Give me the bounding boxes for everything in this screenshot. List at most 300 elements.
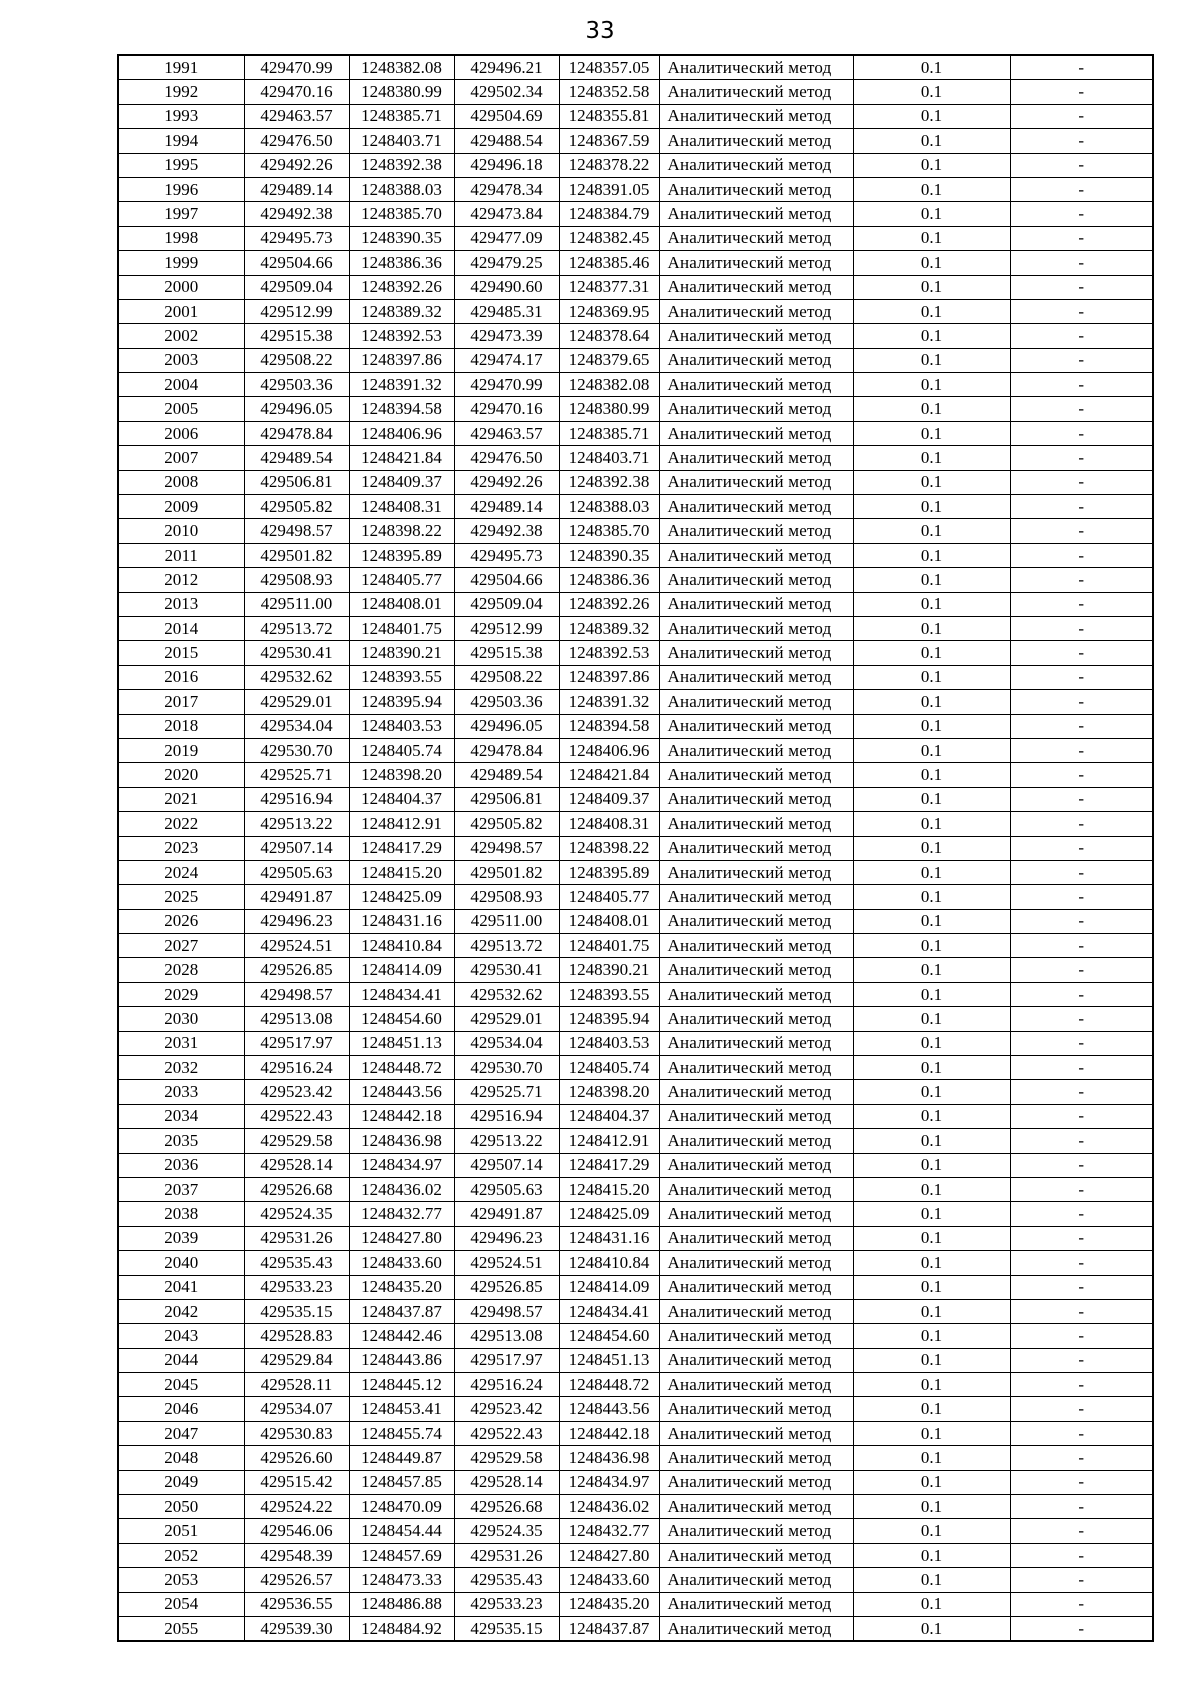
point-number-cell: 2040 <box>118 1251 244 1275</box>
method-cell: Аналитический метод <box>659 909 853 933</box>
accuracy-cell: 0.1 <box>853 1348 1010 1372</box>
accuracy-cell: 0.1 <box>853 1056 1010 1080</box>
table-row <box>118 1324 1153 1348</box>
x2-cell: 429503.36 <box>454 690 559 714</box>
coordinates-table <box>117 54 1154 1642</box>
point-number-cell: 2049 <box>118 1470 244 1494</box>
method-cell: Аналитический метод <box>659 348 853 372</box>
y1-cell: 1248427.80 <box>349 1226 454 1250</box>
table-row <box>118 1348 1153 1372</box>
method-cell: Аналитический метод <box>659 568 853 592</box>
y2-cell: 1248448.72 <box>559 1373 659 1397</box>
method-cell: Аналитический метод <box>659 690 853 714</box>
x1-cell: 429513.22 <box>244 812 349 836</box>
y2-cell: 1248382.08 <box>559 373 659 397</box>
accuracy-cell: 0.1 <box>853 299 1010 323</box>
note-cell: - <box>1010 568 1153 592</box>
y2-cell: 1248367.59 <box>559 129 659 153</box>
method-cell: Аналитический метод <box>659 1617 853 1642</box>
y1-cell: 1248457.85 <box>349 1470 454 1494</box>
x1-cell: 429533.23 <box>244 1275 349 1299</box>
table-row <box>118 495 1153 519</box>
accuracy-cell: 0.1 <box>853 738 1010 762</box>
point-number-cell: 2041 <box>118 1275 244 1299</box>
y1-cell: 1248389.32 <box>349 299 454 323</box>
point-number-cell: 2007 <box>118 446 244 470</box>
accuracy-cell: 0.1 <box>853 1568 1010 1592</box>
table-row <box>118 1007 1153 1031</box>
y1-cell: 1248405.77 <box>349 568 454 592</box>
accuracy-cell: 0.1 <box>853 202 1010 226</box>
table-row <box>118 1568 1153 1592</box>
x1-cell: 429515.38 <box>244 324 349 348</box>
method-cell: Аналитический метод <box>659 1373 853 1397</box>
y1-cell: 1248395.89 <box>349 543 454 567</box>
method-cell: Аналитический метод <box>659 1299 853 1323</box>
y2-cell: 1248436.98 <box>559 1446 659 1470</box>
y1-cell: 1248398.22 <box>349 519 454 543</box>
method-cell: Аналитический метод <box>659 665 853 689</box>
accuracy-cell: 0.1 <box>853 1446 1010 1470</box>
note-cell: - <box>1010 55 1153 80</box>
point-number-cell: 2030 <box>118 1007 244 1031</box>
accuracy-cell: 0.1 <box>853 909 1010 933</box>
point-number-cell: 2031 <box>118 1031 244 1055</box>
y1-cell: 1248414.09 <box>349 958 454 982</box>
table-row <box>118 738 1153 762</box>
x1-cell: 429522.43 <box>244 1104 349 1128</box>
y2-cell: 1248393.55 <box>559 982 659 1006</box>
method-cell: Аналитический метод <box>659 1129 853 1153</box>
y1-cell: 1248404.37 <box>349 787 454 811</box>
note-cell: - <box>1010 543 1153 567</box>
y2-cell: 1248434.41 <box>559 1299 659 1323</box>
accuracy-cell: 0.1 <box>853 1373 1010 1397</box>
accuracy-cell: 0.1 <box>853 275 1010 299</box>
accuracy-cell: 0.1 <box>853 1543 1010 1567</box>
x1-cell: 429526.60 <box>244 1446 349 1470</box>
method-cell: Аналитический метод <box>659 1202 853 1226</box>
y1-cell: 1248436.02 <box>349 1177 454 1201</box>
x2-cell: 429473.39 <box>454 324 559 348</box>
point-number-cell: 2008 <box>118 470 244 494</box>
y1-cell: 1248486.88 <box>349 1592 454 1616</box>
y1-cell: 1248451.13 <box>349 1031 454 1055</box>
x2-cell: 429523.42 <box>454 1397 559 1421</box>
y1-cell: 1248386.36 <box>349 251 454 275</box>
y2-cell: 1248454.60 <box>559 1324 659 1348</box>
x2-cell: 429516.24 <box>454 1373 559 1397</box>
table-row <box>118 55 1153 80</box>
method-cell: Аналитический метод <box>659 543 853 567</box>
note-cell: - <box>1010 421 1153 445</box>
y2-cell: 1248386.36 <box>559 568 659 592</box>
point-number-cell: 2003 <box>118 348 244 372</box>
point-number-cell: 2032 <box>118 1056 244 1080</box>
x2-cell: 429501.82 <box>454 860 559 884</box>
x2-cell: 429508.93 <box>454 885 559 909</box>
y1-cell: 1248403.71 <box>349 129 454 153</box>
note-cell: - <box>1010 885 1153 909</box>
table-row <box>118 421 1153 445</box>
point-number-cell: 2029 <box>118 982 244 1006</box>
note-cell: - <box>1010 153 1153 177</box>
method-cell: Аналитический метод <box>659 446 853 470</box>
x2-cell: 429529.01 <box>454 1007 559 1031</box>
note-cell: - <box>1010 1007 1153 1031</box>
point-number-cell: 2014 <box>118 616 244 640</box>
x1-cell: 429539.30 <box>244 1617 349 1642</box>
table-row <box>118 1104 1153 1128</box>
accuracy-cell: 0.1 <box>853 1397 1010 1421</box>
accuracy-cell: 0.1 <box>853 153 1010 177</box>
method-cell: Аналитический метод <box>659 1324 853 1348</box>
x1-cell: 429516.94 <box>244 787 349 811</box>
point-number-cell: 2001 <box>118 299 244 323</box>
y2-cell: 1248408.01 <box>559 909 659 933</box>
method-cell: Аналитический метод <box>659 202 853 226</box>
x2-cell: 429530.70 <box>454 1056 559 1080</box>
note-cell: - <box>1010 348 1153 372</box>
y2-cell: 1248392.38 <box>559 470 659 494</box>
note-cell: - <box>1010 1373 1153 1397</box>
table-row <box>118 251 1153 275</box>
x1-cell: 429524.51 <box>244 934 349 958</box>
accuracy-cell: 0.1 <box>853 55 1010 80</box>
x1-cell: 429495.73 <box>244 226 349 250</box>
y1-cell: 1248425.09 <box>349 885 454 909</box>
note-cell: - <box>1010 251 1153 275</box>
x2-cell: 429502.34 <box>454 80 559 104</box>
y2-cell: 1248394.58 <box>559 714 659 738</box>
x2-cell: 429531.26 <box>454 1543 559 1567</box>
method-cell: Аналитический метод <box>659 495 853 519</box>
accuracy-cell: 0.1 <box>853 324 1010 348</box>
x2-cell: 429535.15 <box>454 1617 559 1642</box>
y1-cell: 1248392.26 <box>349 275 454 299</box>
y1-cell: 1248392.53 <box>349 324 454 348</box>
method-cell: Аналитический метод <box>659 1421 853 1445</box>
table-row <box>118 1592 1153 1616</box>
y2-cell: 1248405.77 <box>559 885 659 909</box>
point-number-cell: 1997 <box>118 202 244 226</box>
y2-cell: 1248408.31 <box>559 812 659 836</box>
y2-cell: 1248425.09 <box>559 1202 659 1226</box>
accuracy-cell: 0.1 <box>853 397 1010 421</box>
x2-cell: 429524.51 <box>454 1251 559 1275</box>
y2-cell: 1248403.71 <box>559 446 659 470</box>
y1-cell: 1248433.60 <box>349 1251 454 1275</box>
point-number-cell: 2051 <box>118 1519 244 1543</box>
accuracy-cell: 0.1 <box>853 1007 1010 1031</box>
note-cell: - <box>1010 519 1153 543</box>
table-row <box>118 1080 1153 1104</box>
y2-cell: 1248436.02 <box>559 1495 659 1519</box>
y2-cell: 1248417.29 <box>559 1153 659 1177</box>
table-row <box>118 763 1153 787</box>
x1-cell: 429524.22 <box>244 1495 349 1519</box>
y2-cell: 1248398.22 <box>559 836 659 860</box>
point-number-cell: 2024 <box>118 860 244 884</box>
accuracy-cell: 0.1 <box>853 80 1010 104</box>
accuracy-cell: 0.1 <box>853 592 1010 616</box>
y2-cell: 1248404.37 <box>559 1104 659 1128</box>
table-row <box>118 1397 1153 1421</box>
y2-cell: 1248427.80 <box>559 1543 659 1567</box>
method-cell: Аналитический метод <box>659 519 853 543</box>
x1-cell: 429528.11 <box>244 1373 349 1397</box>
accuracy-cell: 0.1 <box>853 226 1010 250</box>
accuracy-cell: 0.1 <box>853 373 1010 397</box>
x2-cell: 429485.31 <box>454 299 559 323</box>
point-number-cell: 2035 <box>118 1129 244 1153</box>
point-number-cell: 2009 <box>118 495 244 519</box>
accuracy-cell: 0.1 <box>853 787 1010 811</box>
point-number-cell: 1993 <box>118 104 244 128</box>
method-cell: Аналитический метод <box>659 1519 853 1543</box>
table-row <box>118 1031 1153 1055</box>
y2-cell: 1248378.22 <box>559 153 659 177</box>
x2-cell: 429515.38 <box>454 641 559 665</box>
x1-cell: 429524.35 <box>244 1202 349 1226</box>
y1-cell: 1248434.97 <box>349 1153 454 1177</box>
method-cell: Аналитический метод <box>659 1592 853 1616</box>
x1-cell: 429496.05 <box>244 397 349 421</box>
x1-cell: 429489.54 <box>244 446 349 470</box>
x2-cell: 429478.34 <box>454 177 559 201</box>
note-cell: - <box>1010 1421 1153 1445</box>
y2-cell: 1248432.77 <box>559 1519 659 1543</box>
point-number-cell: 2054 <box>118 1592 244 1616</box>
y2-cell: 1248395.94 <box>559 1007 659 1031</box>
y1-cell: 1248394.58 <box>349 397 454 421</box>
y1-cell: 1248380.99 <box>349 80 454 104</box>
x1-cell: 429525.71 <box>244 763 349 787</box>
note-cell: - <box>1010 1251 1153 1275</box>
point-number-cell: 2002 <box>118 324 244 348</box>
table-row <box>118 885 1153 909</box>
y1-cell: 1248392.38 <box>349 153 454 177</box>
y1-cell: 1248434.41 <box>349 982 454 1006</box>
table-row <box>118 1129 1153 1153</box>
y2-cell: 1248405.74 <box>559 1056 659 1080</box>
point-number-cell: 1991 <box>118 55 244 80</box>
y1-cell: 1248453.41 <box>349 1397 454 1421</box>
y1-cell: 1248421.84 <box>349 446 454 470</box>
note-cell: - <box>1010 104 1153 128</box>
point-number-cell: 2050 <box>118 1495 244 1519</box>
y1-cell: 1248455.74 <box>349 1421 454 1445</box>
accuracy-cell: 0.1 <box>853 1104 1010 1128</box>
table-row <box>118 1470 1153 1494</box>
table-row <box>118 153 1153 177</box>
method-cell: Аналитический метод <box>659 616 853 640</box>
accuracy-cell: 0.1 <box>853 1617 1010 1642</box>
table-row <box>118 1226 1153 1250</box>
x1-cell: 429498.57 <box>244 519 349 543</box>
note-cell: - <box>1010 1202 1153 1226</box>
method-cell: Аналитический метод <box>659 299 853 323</box>
accuracy-cell: 0.1 <box>853 1495 1010 1519</box>
method-cell: Аналитический метод <box>659 885 853 909</box>
method-cell: Аналитический метод <box>659 714 853 738</box>
note-cell: - <box>1010 934 1153 958</box>
y1-cell: 1248390.35 <box>349 226 454 250</box>
method-cell: Аналитический метод <box>659 592 853 616</box>
x1-cell: 429517.97 <box>244 1031 349 1055</box>
method-cell: Аналитический метод <box>659 129 853 153</box>
y2-cell: 1248388.03 <box>559 495 659 519</box>
note-cell: - <box>1010 495 1153 519</box>
table-row <box>118 129 1153 153</box>
y1-cell: 1248457.69 <box>349 1543 454 1567</box>
y2-cell: 1248390.21 <box>559 958 659 982</box>
table-row <box>118 104 1153 128</box>
accuracy-cell: 0.1 <box>853 641 1010 665</box>
method-cell: Аналитический метод <box>659 226 853 250</box>
y2-cell: 1248392.53 <box>559 641 659 665</box>
x1-cell: 429530.83 <box>244 1421 349 1445</box>
x2-cell: 429535.43 <box>454 1568 559 1592</box>
point-number-cell: 1994 <box>118 129 244 153</box>
y2-cell: 1248380.99 <box>559 397 659 421</box>
x2-cell: 429524.35 <box>454 1519 559 1543</box>
method-cell: Аналитический метод <box>659 1568 853 1592</box>
x1-cell: 429463.57 <box>244 104 349 128</box>
page-number: 33 <box>585 18 615 44</box>
point-number-cell: 2012 <box>118 568 244 592</box>
point-number-cell: 2028 <box>118 958 244 982</box>
accuracy-cell: 0.1 <box>853 1519 1010 1543</box>
accuracy-cell: 0.1 <box>853 690 1010 714</box>
y1-cell: 1248443.86 <box>349 1348 454 1372</box>
point-number-cell: 2053 <box>118 1568 244 1592</box>
x1-cell: 429528.83 <box>244 1324 349 1348</box>
note-cell: - <box>1010 714 1153 738</box>
y1-cell: 1248432.77 <box>349 1202 454 1226</box>
x2-cell: 429516.94 <box>454 1104 559 1128</box>
accuracy-cell: 0.1 <box>853 568 1010 592</box>
accuracy-cell: 0.1 <box>853 1129 1010 1153</box>
x1-cell: 429492.38 <box>244 202 349 226</box>
x2-cell: 429473.84 <box>454 202 559 226</box>
method-cell: Аналитический метод <box>659 153 853 177</box>
x2-cell: 429470.99 <box>454 373 559 397</box>
y1-cell: 1248409.37 <box>349 470 454 494</box>
note-cell: - <box>1010 1104 1153 1128</box>
y2-cell: 1248378.64 <box>559 324 659 348</box>
accuracy-cell: 0.1 <box>853 1226 1010 1250</box>
table-row <box>118 909 1153 933</box>
point-number-cell: 2038 <box>118 1202 244 1226</box>
y2-cell: 1248397.86 <box>559 665 659 689</box>
table-row <box>118 592 1153 616</box>
note-cell: - <box>1010 1617 1153 1642</box>
point-number-cell: 2016 <box>118 665 244 689</box>
y1-cell: 1248470.09 <box>349 1495 454 1519</box>
accuracy-cell: 0.1 <box>853 763 1010 787</box>
x1-cell: 429529.01 <box>244 690 349 714</box>
accuracy-cell: 0.1 <box>853 177 1010 201</box>
x1-cell: 429535.43 <box>244 1251 349 1275</box>
x1-cell: 429496.23 <box>244 909 349 933</box>
note-cell: - <box>1010 1397 1153 1421</box>
y1-cell: 1248390.21 <box>349 641 454 665</box>
x2-cell: 429530.41 <box>454 958 559 982</box>
x2-cell: 429504.66 <box>454 568 559 592</box>
x2-cell: 429526.68 <box>454 1495 559 1519</box>
accuracy-cell: 0.1 <box>853 446 1010 470</box>
note-cell: - <box>1010 1275 1153 1299</box>
x1-cell: 429530.41 <box>244 641 349 665</box>
x1-cell: 429534.07 <box>244 1397 349 1421</box>
x2-cell: 429470.16 <box>454 397 559 421</box>
note-cell: - <box>1010 738 1153 762</box>
y1-cell: 1248449.87 <box>349 1446 454 1470</box>
note-cell: - <box>1010 1324 1153 1348</box>
x1-cell: 429526.68 <box>244 1177 349 1201</box>
table-row <box>118 446 1153 470</box>
y1-cell: 1248412.91 <box>349 812 454 836</box>
accuracy-cell: 0.1 <box>853 1202 1010 1226</box>
x2-cell: 429491.87 <box>454 1202 559 1226</box>
y1-cell: 1248393.55 <box>349 665 454 689</box>
point-number-cell: 2019 <box>118 738 244 762</box>
x2-cell: 429463.57 <box>454 421 559 445</box>
note-cell: - <box>1010 446 1153 470</box>
table-row <box>118 373 1153 397</box>
accuracy-cell: 0.1 <box>853 129 1010 153</box>
y1-cell: 1248391.32 <box>349 373 454 397</box>
table-row <box>118 470 1153 494</box>
y1-cell: 1248398.20 <box>349 763 454 787</box>
point-number-cell: 2042 <box>118 1299 244 1323</box>
y2-cell: 1248398.20 <box>559 1080 659 1104</box>
y2-cell: 1248435.20 <box>559 1592 659 1616</box>
point-number-cell: 1995 <box>118 153 244 177</box>
y2-cell: 1248409.37 <box>559 787 659 811</box>
x1-cell: 429531.26 <box>244 1226 349 1250</box>
y2-cell: 1248377.31 <box>559 275 659 299</box>
x1-cell: 429476.50 <box>244 129 349 153</box>
method-cell: Аналитический метод <box>659 373 853 397</box>
y1-cell: 1248406.96 <box>349 421 454 445</box>
point-number-cell: 2013 <box>118 592 244 616</box>
point-number-cell: 2046 <box>118 1397 244 1421</box>
note-cell: - <box>1010 1470 1153 1494</box>
method-cell: Аналитический метод <box>659 787 853 811</box>
accuracy-cell: 0.1 <box>853 1031 1010 1055</box>
x1-cell: 429536.55 <box>244 1592 349 1616</box>
x2-cell: 429517.97 <box>454 1348 559 1372</box>
point-number-cell: 2033 <box>118 1080 244 1104</box>
accuracy-cell: 0.1 <box>853 885 1010 909</box>
method-cell: Аналитический метод <box>659 1251 853 1275</box>
table-row <box>118 836 1153 860</box>
point-number-cell: 2025 <box>118 885 244 909</box>
y1-cell: 1248410.84 <box>349 934 454 958</box>
note-cell: - <box>1010 641 1153 665</box>
x2-cell: 429506.81 <box>454 787 559 811</box>
point-number-cell: 2026 <box>118 909 244 933</box>
method-cell: Аналитический метод <box>659 421 853 445</box>
y1-cell: 1248484.92 <box>349 1617 454 1642</box>
table-row <box>118 1373 1153 1397</box>
method-cell: Аналитический метод <box>659 1080 853 1104</box>
x1-cell: 429529.84 <box>244 1348 349 1372</box>
accuracy-cell: 0.1 <box>853 1275 1010 1299</box>
x2-cell: 429489.54 <box>454 763 559 787</box>
